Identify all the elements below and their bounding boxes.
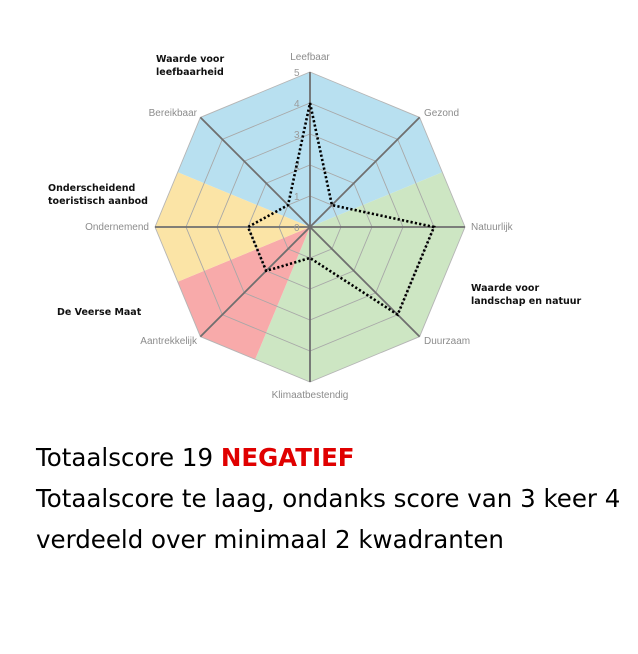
tick-label: 4: [294, 99, 300, 110]
tick-label: 1: [294, 192, 300, 203]
radar-spokes: [155, 72, 465, 382]
tick-label: 0: [294, 223, 300, 234]
quadrant-label-leefbaarheid: Waarde voor leefbaarheid: [156, 54, 225, 78]
axis-label-duurzaam: Duurzaam: [424, 336, 471, 347]
score-explanation: Totaalscore te laag, ondanks score van 3 keer 4 verdeeld over minimaal 2 kwadranten: [36, 484, 621, 554]
tick-label: 3: [294, 130, 300, 141]
total-score-line: [36, 437, 626, 478]
summary-text: [36, 437, 626, 560]
axis-label-bereikbaar: Bereikbaar: [148, 108, 197, 119]
quadrant-label-veerse-maat: De Veerse Maat: [57, 307, 142, 318]
tick-label: 2: [294, 161, 300, 172]
axis-label-ondernemend: Ondernemend: [85, 222, 149, 233]
axis-label-leefbaar: Leefbaar: [290, 52, 330, 63]
verdict-badge: NEGATIEF: [220, 443, 355, 472]
axis-label-klimaatbestendig: Klimaatbestendig: [271, 390, 349, 401]
quadrant-label-toeristisch-aanbod: Onderscheidend toeristisch aanbod: [48, 183, 148, 207]
axis-label-aantrekkelijk: Aantrekkelijk: [140, 336, 197, 347]
total-score: Totaalscore 19: [36, 443, 214, 472]
tick-label: 5: [294, 68, 300, 79]
quadrant-label-landschap-natuur: Waarde voor landschap en natuur: [471, 283, 582, 307]
axis-label-natuurlijk: Natuurlijk: [471, 222, 513, 233]
axis-label-gezond: Gezond: [424, 108, 460, 119]
